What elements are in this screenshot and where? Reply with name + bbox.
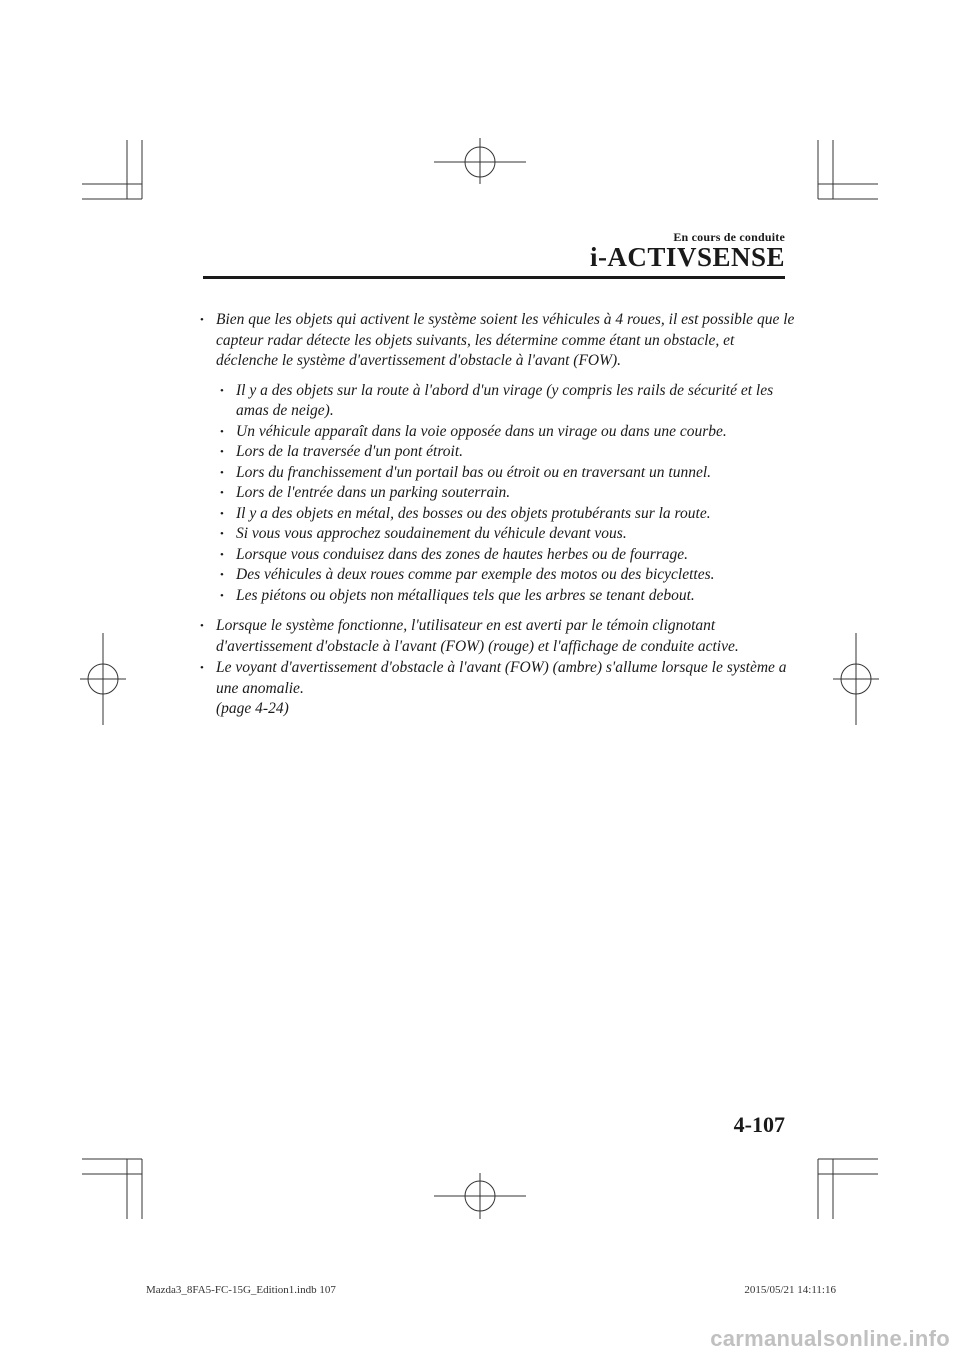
- page-reference: (page 4-24): [216, 700, 289, 717]
- list-item: • Un véhicule apparaît dans la voie opposée dans un virage ou dans une courbe.: [200, 422, 800, 443]
- list-item: • Lors de la traversée d'un pont étroit.: [200, 442, 800, 463]
- list-item: • Lors de l'entrée dans un parking souterrain.: [200, 483, 800, 504]
- list-item: • Lors du franchissement d'un portail bas ou étroit ou en traversant un tunnel.: [200, 463, 800, 484]
- body-text: [200, 310, 800, 720]
- list-item: • Il y a des objets sur la route à l'abord d'un virage (y compris les rails de sécurité et les amas de neige).: [200, 381, 800, 422]
- sub-bullet-list: [200, 381, 800, 607]
- list-item: • Il y a des objets en métal, des bosses ou des objets protubérants sur la route.: [200, 504, 800, 525]
- notice-bullet-anomaly: [200, 658, 800, 720]
- list-item: • Lorsque vous conduisez dans des zones de hautes herbes ou de fourrage.: [200, 545, 800, 566]
- section-label: En cours de conduite: [673, 230, 785, 244]
- watermark: carmanualsonline.info: [710, 1326, 950, 1351]
- intro-text: Bien que les objets qui activent le système soient les véhicules à 4 roues, il est possible que le capteur radar détecte les objets suivants, les détermine comme étant un obstacle, et déclenche le système d'avertissement d'obstacle à l'avant (FOW).: [216, 311, 795, 369]
- notice-bullet-active: [200, 616, 800, 657]
- page-title: i-ACTIVSENSE: [589, 242, 785, 272]
- list-item: • Les piétons ou objets non métalliques tels que les arbres se tenant debout.: [200, 586, 800, 607]
- list-item: • Si vous vous approchez soudainement du véhicule devant vous.: [200, 524, 800, 545]
- intro-bullet: [200, 310, 800, 372]
- footer-file-name: Mazda3_8FA5-FC-15G_Edition1.indb 107: [146, 1284, 336, 1296]
- footer-timestamp: 2015/05/21 14:11:16: [744, 1284, 836, 1296]
- list-item: • Des véhicules à deux roues comme par exemple des motos ou des bicyclettes.: [200, 565, 800, 586]
- notice-text: Lorsque le système fonctionne, l'utilisateur en est averti par le témoin clignotant d'avertissement d'obstacle à l'avant (FOW) (rouge) et l'affichage de conduite active.: [216, 617, 739, 655]
- page-number: 4-107: [733, 1112, 785, 1137]
- header-rule: [203, 276, 785, 279]
- notice-text: Le voyant d'avertissement d'obstacle à l'avant (FOW) (ambre) s'allume lorsque le système a une anomalie.: [216, 659, 787, 697]
